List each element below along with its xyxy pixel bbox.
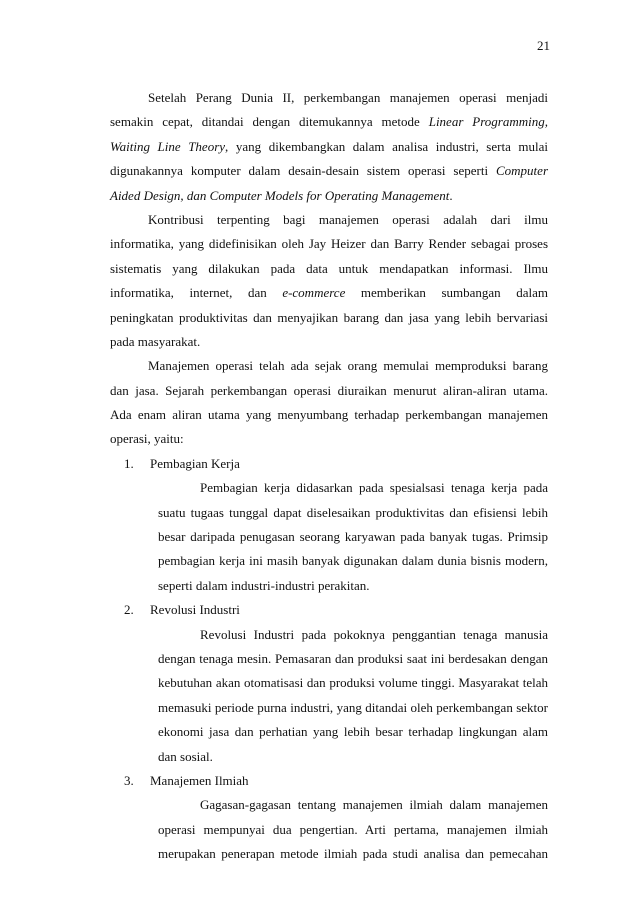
text-span: . <box>449 187 453 203</box>
text-line: pembagian kerja ini masih banyak digunakan dalam dunia bisnis modern, <box>158 553 548 569</box>
text-line <box>110 135 548 159</box>
page-number: 21 <box>537 38 550 53</box>
text-line: operasi mempunyai dua pengertian. Arti pertama, manajemen ilmiah <box>158 821 548 837</box>
text-line: memasuki periode purna industri, yang ditandai oleh perkembangan sektor <box>158 699 548 715</box>
list-heading <box>110 452 548 476</box>
text-line: ekonomi jasa dan perhatian yang lebih besar terhadap lingkungan alam <box>158 724 548 740</box>
list-number: 1. <box>124 455 134 471</box>
text-line <box>110 110 548 134</box>
text-line: Pembagian kerja didasarkan pada spesialsasi tenaga kerja pada <box>200 480 548 496</box>
paragraph <box>110 208 548 354</box>
text-line: dan jasa. Sejarah perkembangan operasi diuraikan menurut aliran-aliran utama. <box>110 382 548 398</box>
text-line: Revolusi Industri pada pokoknya penggantian tenaga manusia <box>200 626 548 642</box>
list-item <box>110 598 548 769</box>
text-line: pada masyarakat. <box>110 333 201 349</box>
italic-term: Aided Design, dan Computer Models for Operating Management <box>110 187 450 203</box>
text-line: peningkatan produktivitas dan menyajikan barang dan jasa yang lebih bervariasi <box>110 309 548 325</box>
text-line <box>110 159 548 183</box>
text-line: seperti dalam industri-industri perakitan. <box>158 577 370 593</box>
text-line: besar daripada penugasan seorang karyawan pada banyak tugas. Primsip <box>158 529 548 545</box>
text-span: semakin cepat, ditandai dengan ditemukannya metode <box>110 114 429 130</box>
text-line: dan sosial. <box>158 748 213 764</box>
text-span: digunakannya komputer dalam desain-desain sistem operasi seperti <box>110 163 496 179</box>
text-line: suatu tugaas tunggal dapat diselesaikan produktivitas dan efisiensi lebih <box>158 504 548 520</box>
list-number: 2. <box>124 602 134 618</box>
text-span: informatika, internet, dan <box>110 285 283 301</box>
list-heading-text: Revolusi Industri <box>150 602 240 618</box>
list-number: 3. <box>124 772 134 788</box>
text-line: Setelah Perang Dunia II, perkembangan manajemen operasi menjadi <box>148 90 548 105</box>
italic-term: Waiting Line Theory <box>110 138 226 154</box>
text-line: sistematis yang dilakukan pada data untuk mendapatkan informasi. Ilmu <box>110 260 548 276</box>
list-item <box>110 452 548 598</box>
text-line <box>110 184 548 208</box>
text-line: informatika, yang didefinisikan oleh Jay Heizer dan Barry Render sebagai proses <box>110 236 548 252</box>
text-line: Manajemen operasi telah ada sejak orang memulai memproduksi barang <box>148 358 548 374</box>
paragraph <box>110 86 548 208</box>
list-heading-text: Pembagian Kerja <box>150 455 240 471</box>
list-heading <box>110 598 548 622</box>
text-span: memberikan sumbangan dalam <box>345 285 548 301</box>
list-heading <box>110 769 548 793</box>
italic-term: Computer <box>496 163 548 179</box>
text-span: , yang dikembangkan dalam analisa industri, serta mulai <box>225 138 549 154</box>
text-line: Kontribusi terpenting bagi manajemen operasi adalah dari ilmu <box>148 211 548 227</box>
text-line: kebutuhan akan otomatisasi dan produksi volume tinggi. Masyarakat telah <box>158 675 548 691</box>
document-body <box>110 86 548 867</box>
text-line: merupakan penerapan metode ilmiah pada studi analisa dan pemecahan <box>158 846 548 862</box>
text-line <box>110 281 548 305</box>
text-line: Gagasan-gagasan tentang manajemen ilmiah dalam manajemen <box>200 797 548 813</box>
text-line: dengan tenaga mesin. Pemasaran dan produksi saat ini berdesakan dengan <box>158 650 548 666</box>
italic-term: e-commerce <box>282 285 346 301</box>
text-line: operasi, yaitu: <box>110 431 184 447</box>
paragraph <box>110 354 548 452</box>
text-line: Ada enam aliran utama yang menyumbang terhadap perkembangan manajemen <box>110 407 548 423</box>
list-heading-text: Manajemen Ilmiah <box>150 772 249 788</box>
list-item <box>110 769 548 867</box>
italic-term: Linear Programming, <box>428 114 549 130</box>
